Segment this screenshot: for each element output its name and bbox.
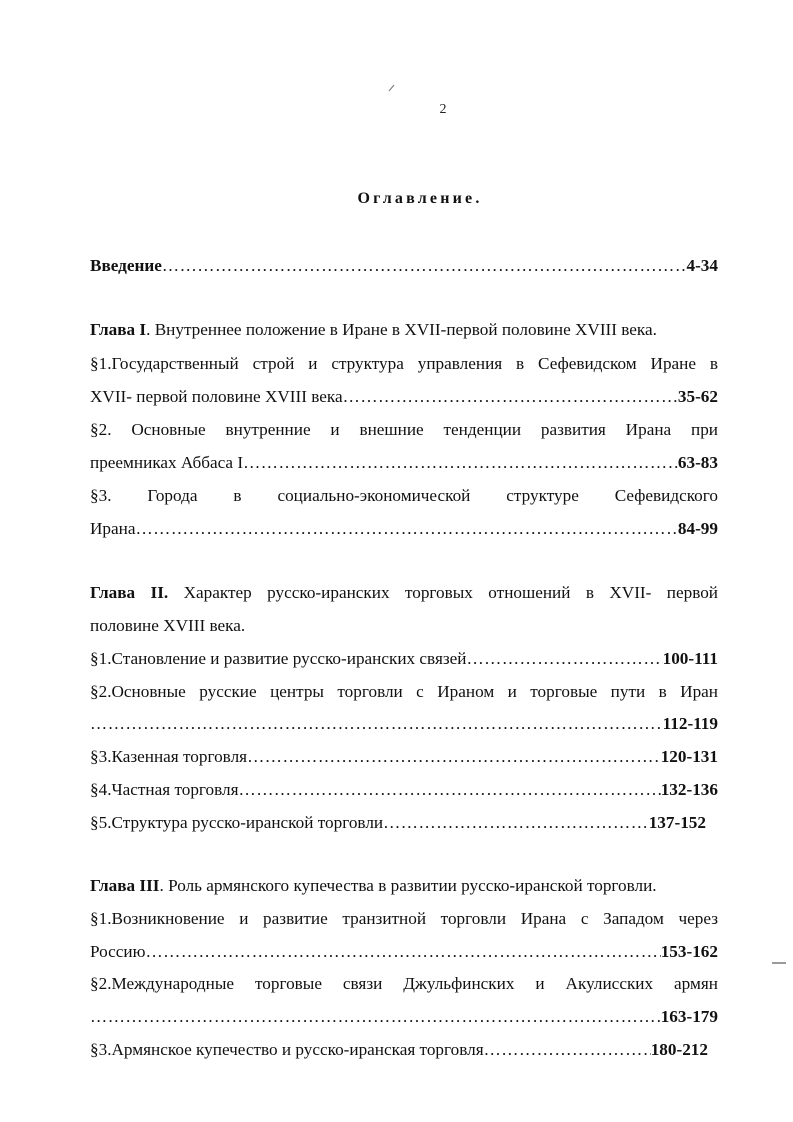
chapter2-s1-text: §1.Становление и развитие русско-иранских связей xyxy=(90,649,467,668)
chapter1-heading xyxy=(90,318,718,342)
chapter1-s3-pages: 84-99 xyxy=(677,519,718,538)
chapter3-s2-line1: §2.Международные торговые связи Джульфинских и Акулисских армян xyxy=(90,974,718,993)
chapter2-heading xyxy=(90,581,718,605)
leader-dots xyxy=(145,940,660,964)
chapter1-s2-line2 xyxy=(90,451,718,475)
chapter2-s4-pages: 132-136 xyxy=(660,780,718,799)
chapter1-title: . Внутреннее положение в Иране в XVII-первой половине XVIII века. xyxy=(146,320,657,339)
chapter2-title-line2: половине XVIII века. xyxy=(90,616,246,635)
chapter3-heading xyxy=(90,874,718,898)
leader-dots xyxy=(383,811,649,835)
chapter2-s2-line2 xyxy=(90,712,718,736)
chapter1-s1-line1: §1.Государственный строй и структура управления в Сефевидском Иране в xyxy=(90,354,718,373)
leader-dots xyxy=(343,385,678,409)
chapter2-s3 xyxy=(90,745,718,769)
chapter3-s3-pages: 180-212 xyxy=(650,1040,708,1059)
chapter2-s3-pages: 120-131 xyxy=(660,747,718,766)
chapter2-s5-text: §5.Структура русско-иранской торговли xyxy=(90,813,384,832)
chapter1-s2-line1: §2. Основные внутренние и внешние тенденции развития Ирана при xyxy=(90,420,718,439)
chapter3-s1-line2 xyxy=(90,940,718,964)
chapter3-s1-text: Россию xyxy=(90,942,146,961)
toc-entry-intro xyxy=(90,254,718,278)
chapter2-s1-pages: 100-111 xyxy=(662,649,718,668)
chapter2-label: Глава II. xyxy=(90,583,169,602)
chapter2-s4-text: §4.Частная торговля xyxy=(90,780,239,799)
chapter1-s3-line1: §3. Города в социально-экономической структуре Сефевидского xyxy=(90,486,718,505)
chapter1-s1-text: XVII- первой половине XVIII века xyxy=(90,387,343,406)
chapter3-s1-line1: §1.Возникновение и развитие транзитной торговли Ирана с Западом через xyxy=(90,909,718,928)
chapter2-title-line1: Характер русско-иранских торговых отношений в XVII- первой xyxy=(168,583,718,602)
scan-artifact-mark xyxy=(388,84,396,92)
chapter3-s3-text: §3.Армянское купечество и русско-иранская торговля xyxy=(90,1040,484,1059)
scan-artifact-dash xyxy=(772,962,786,964)
leader-dots xyxy=(135,517,677,541)
chapter3-s2-pages: 163-179 xyxy=(660,1007,718,1026)
intro-label: Введение xyxy=(90,256,162,275)
leader-dots xyxy=(239,778,661,802)
chapter2-s2-pages: 112-119 xyxy=(662,714,718,733)
chapter1-label: Глава I xyxy=(90,320,147,339)
chapter2-s2-line1: §2.Основные русские центры торговли с Ираном и торговые пути в Иран xyxy=(90,682,718,701)
leader-dots xyxy=(484,1038,651,1062)
chapter2-s4 xyxy=(90,778,718,802)
chapter3-s1-pages: 153-162 xyxy=(660,942,718,961)
chapter2-s3-text: §3.Казенная торговля xyxy=(90,747,248,766)
toc-title: Оглавление. xyxy=(357,190,483,207)
leader-dots xyxy=(466,647,662,671)
chapter2-s1 xyxy=(90,647,718,671)
leader-dots xyxy=(247,745,661,769)
intro-pages: 4-34 xyxy=(686,256,718,275)
chapter1-s1-pages: 35-62 xyxy=(677,387,718,406)
chapter1-s2-pages: 63-83 xyxy=(677,453,718,472)
chapter1-s2-text: преемниках Аббаса I xyxy=(90,453,244,472)
leader-dots xyxy=(162,254,687,278)
chapter3-label: Глава III xyxy=(90,876,160,895)
leader-dots xyxy=(90,1005,661,1029)
leader-dots xyxy=(90,712,663,736)
chapter2-s5 xyxy=(90,811,706,835)
chapter1-s3-line2 xyxy=(90,517,718,541)
chapter3-title: . Роль армянского купечества в развитии русско-иранской торговли. xyxy=(159,876,657,895)
chapter3-s3 xyxy=(90,1038,708,1062)
page-number: 2 xyxy=(439,102,447,117)
chapter1-s3-text: Ирана xyxy=(90,519,136,538)
chapter3-s2-line2 xyxy=(90,1005,718,1029)
chapter2-s5-pages: 137-152 xyxy=(648,813,706,832)
leader-dots xyxy=(243,451,678,475)
chapter1-s1-line2 xyxy=(90,385,718,409)
